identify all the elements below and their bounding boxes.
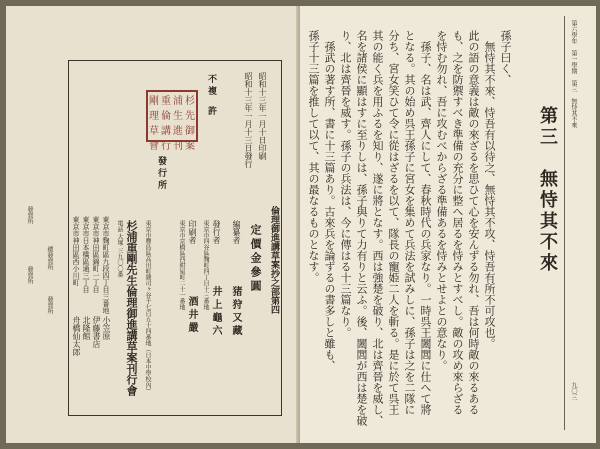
distributor-name: 小笠原: [102, 316, 111, 340]
issuer-phone: 電話 大塚 三九〇〇番: [116, 220, 123, 278]
running-head: 第六學年 第一學期 第三 無恃其不來: [570, 20, 577, 128]
distributor-addr: 東京市麴町區九段四丁目三番地: [102, 216, 110, 314]
printer-address: 東京市京橋區西紺屋町二十一番地: [178, 220, 185, 310]
text-line: 分ち、宮女笑ひて令に從はざるを以て、隊長の寵姫二人を斬る。是に於て呉王: [387, 30, 400, 415]
publisher-address: 東京市四谷區麴町四丁目十三番地: [202, 220, 209, 310]
text-line: となる。其の始め呉王孫子に宮女を集めて兵法を試みしに、孫子は之を二隊に: [403, 30, 416, 415]
distributor-addr: 東京市日本橋區通三丁目: [82, 216, 90, 293]
text-line: 孫子、名は武、齊人にして、春秋時代の兵家なり。一時呉王闔閭に仕へて將: [419, 30, 432, 415]
distributor-name: 北隆館: [82, 316, 91, 340]
issuer-name: 杉浦重剛先生倫理御進講草案刊行會: [125, 220, 138, 396]
distributor-addr: 東京市神田區錦町一丁目: [92, 216, 100, 293]
right-page-text: [300, 6, 596, 443]
text-line: を恃む勿れ、吾に攻むべからざる準備あるを恃みとせよとの意なり。: [435, 30, 448, 371]
left-page-colophon: [6, 6, 300, 443]
text-line: 無恃其不來、恃吾有以待之、無恃其不攻、恃吾有所不可攻也。: [483, 30, 496, 349]
distributor-role: 發賣所: [26, 206, 33, 224]
publisher-seal-stamp: 杉 浦 重 剛 先 生 倫 理 御 進 講 草 案 刊 行 會: [146, 90, 198, 142]
distributor-role: 發賣所: [46, 296, 53, 314]
distributor-addr: 東京市神田區西小川町: [72, 216, 80, 286]
distributor-role: 發賣所: [26, 266, 33, 284]
text-line: 此の語の意義は敵の來ざるを思ひて心を安んずる勿れ、吾は何時敵の來るある: [467, 30, 480, 415]
issuer-address: 東京市豐島區高田町雜司ヶ谷千七百五十四番地（日本中學校內）: [144, 220, 151, 394]
editor-label: 編纂者: [232, 220, 241, 244]
printer-name: 酒井嚴: [186, 296, 197, 335]
text-line: り、北は齊晉を威す。孫子の兵法は、今に傳はる十三篇なり。: [339, 30, 352, 338]
no-reprint-label: 不 複: [206, 74, 216, 96]
text-line: 名を諸侯に顯はすに至りしは、孫子與りて力有りと云ふ。後、闔閭が西は楚を破: [355, 30, 368, 426]
text-line: 其の能く兵を用ふるを知り、遂に將となす。西は強楚を破り、北は齊晉を威し、: [371, 30, 384, 426]
distributor-name: 伊藤書店: [92, 316, 101, 348]
editor-name: 猪狩又藏: [230, 286, 241, 338]
printer-label: 印刷者: [188, 220, 197, 244]
issuer-label: 發行所: [156, 156, 166, 192]
header-rule: [564, 16, 565, 430]
series-title: 倫理御進講草案抄之部第四: [269, 206, 279, 314]
distributor-name: 舟橋仙太郎: [72, 316, 81, 356]
text-line: 孫武の著す所、書に十三篇あり。古來兵を論ずるの書多しと雖も、: [323, 30, 336, 371]
print-date: 昭和十三年一月十日印刷: [258, 72, 267, 160]
price: 定價金參圓: [249, 224, 262, 294]
publisher-label: 發行者: [212, 220, 221, 244]
distributor-role: 總發賣所: [46, 246, 53, 270]
permission-label: 許: [206, 106, 216, 115]
chapter-title: 第三 無恃其不來: [537, 106, 558, 274]
publish-date: 昭和十三年一月十三日發行: [244, 72, 253, 168]
text-line: も、之を防禦すべき準備の充分に整へ居るを恃みとすべし。敵の攻め來らざる: [451, 30, 464, 415]
publisher-name: 井上龜六: [210, 286, 221, 338]
text-line: 孫子曰く、: [499, 30, 512, 85]
text-line: 孫子十三篇を推して以て、其の最なるものとなす。: [307, 30, 320, 283]
page-number: 九〇三: [570, 382, 577, 400]
